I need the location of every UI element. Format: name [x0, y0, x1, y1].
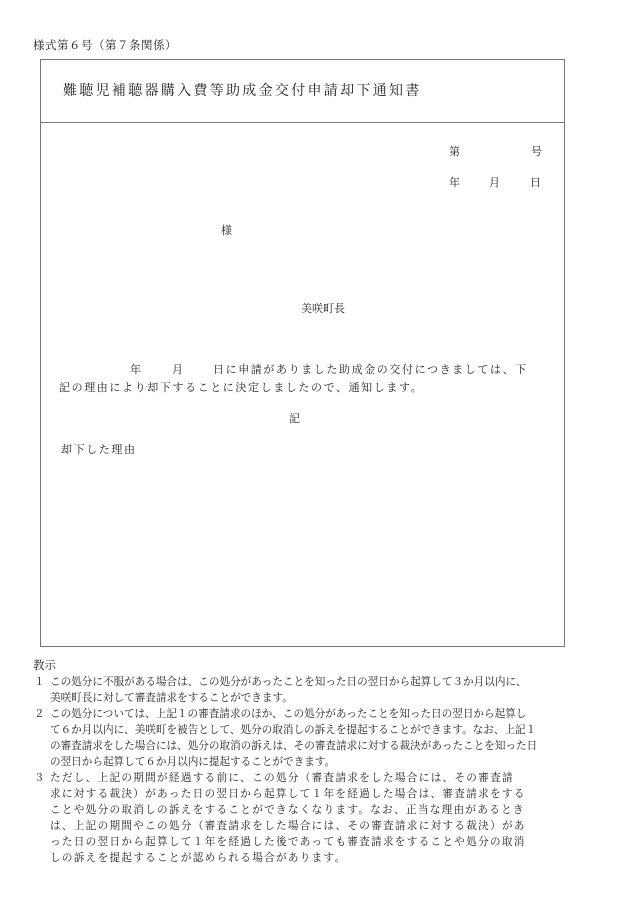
instruction-item-2 [34, 706, 594, 770]
body-year: 年 [130, 363, 141, 376]
instruction-line: この処分については、上記１の審査請求のほか、この処分があったことを知った日の翌日から起算し [50, 708, 527, 720]
form-number: 様式第６号（第７条関係） [33, 38, 177, 52]
issuer-name: 美咲町長 [301, 302, 345, 315]
instruction-line: は、上記の期間やこの処分（審査請求をした場合には、その審査請求に対する裁決）があ [50, 820, 526, 832]
notice-frame [40, 59, 565, 647]
title-row [41, 60, 564, 123]
number-prefix: 第 [449, 145, 460, 158]
instruction-line: しの訴えを提起することが認められる場合があります。 [50, 852, 347, 864]
instruction-line: 美咲町長に対して審査請求をすることができます。 [50, 692, 293, 704]
instruction-number: ２ [34, 708, 45, 720]
body-line-1: 日に申請がありました助成金の交付につきましては、下 [213, 363, 528, 376]
instruction-line: ことや処分の取消しの訴えをすることができなくなります。なお、正当な理由があるとき [50, 804, 525, 816]
date-year: 年 [449, 176, 460, 189]
instruction-line: て６か月以内に、美咲町を被告として、処分の取消しの訴えを提起することができます。なお、上記１ [50, 724, 537, 736]
instructions-list [34, 674, 594, 866]
instruction-line: この処分に不服がある場合は、この処分があったことを知った日の翌日から起算して３か月以内に、 [50, 676, 527, 688]
instruction-line: 求に対する裁決）があった日の翌日から起算して１年を経過した場合は、審査請求をする [50, 788, 526, 800]
date-day: 日 [530, 176, 541, 189]
instruction-item-1 [34, 674, 594, 706]
addressee-suffix: 様 [221, 224, 232, 237]
instruction-line: の翌日から起算して６か月以内に提起することができます。 [50, 756, 336, 768]
instruction-line: った日の翌日から起算して１年を経過した後であっても審査請求をすることや処分の取消 [50, 836, 526, 848]
document-title: 難聴児補聴器購入費等助成金交付申請却下通知書 [63, 83, 422, 99]
body-month: 月 [172, 363, 183, 376]
number-suffix: 号 [531, 145, 542, 158]
date-month: 月 [489, 176, 500, 189]
reason-label: 却下した理由 [61, 443, 137, 456]
instruction-number: ３ [34, 772, 46, 784]
instruction-number: １ [34, 676, 45, 688]
instructions-title: 教示 [33, 658, 56, 672]
instruction-line: の審査請求をした場合には、処分の取消の訴えは、その審査請求に対する裁決があったことを知った日 [50, 740, 538, 752]
ki-label: 記 [289, 412, 300, 425]
body-line-2: 記の理由により却下することに決定しましたので、通知します。 [59, 381, 424, 394]
instruction-item-3 [34, 770, 594, 866]
instruction-line: ただし、上記の期間が経過する前に、この処分（審査請求をした場合には、その審査請 [50, 772, 514, 784]
